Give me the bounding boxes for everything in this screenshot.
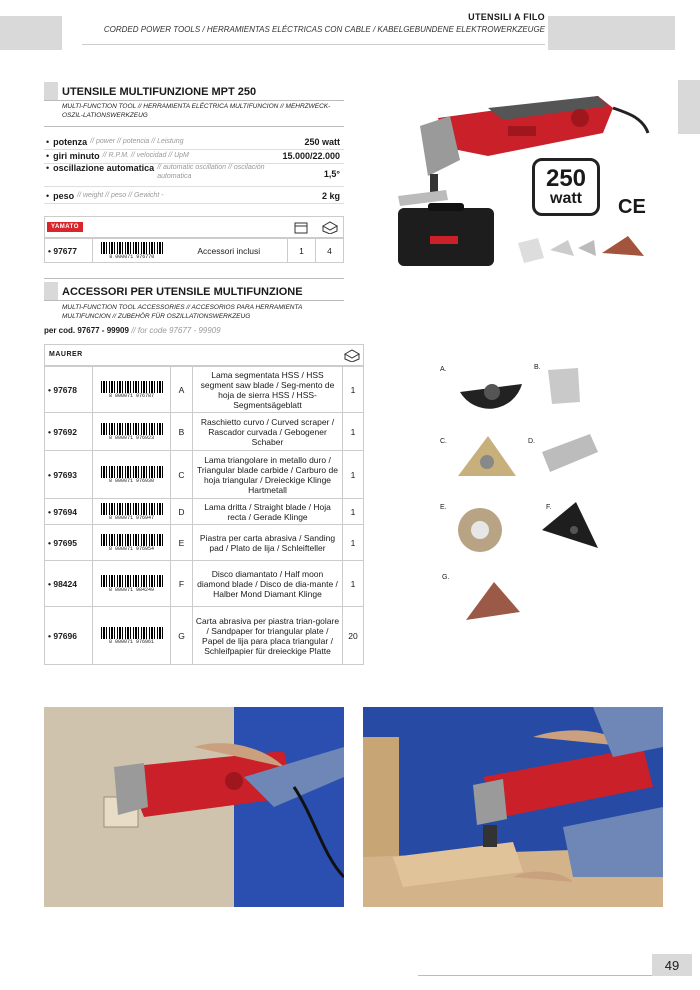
accessory-label-d: D. [528, 438, 535, 445]
for-code: per cod. 97677 - 99909 [44, 326, 129, 335]
accessories-title-rule [44, 300, 344, 301]
accessory-qty: 1 [343, 413, 364, 451]
barcode: 8 000071 976923 [93, 413, 171, 451]
pack-icon [343, 348, 361, 367]
accessory-code: • 98424 [45, 561, 93, 607]
accessory-images [430, 362, 610, 632]
for-code-line [44, 326, 221, 335]
usage-photo-left [44, 707, 344, 907]
pack-icon [321, 220, 339, 239]
brand-logo-maurer: MAURER [49, 351, 83, 358]
accessory-desc: Lama dritta / Straight blade / Hoja recta / Gerade Klinge [193, 499, 343, 525]
accessories-table [44, 366, 364, 665]
accessory-code: • 97695 [45, 525, 93, 561]
accessory-desc: Lama segmentata HSS / HSS segment saw blade / Seg-mento de hoja de sierra HSS / HSS-Segmentsägeblatt [193, 367, 343, 413]
product-subtitle: MULTI-FUNCTION TOOL // HERRAMIENTA ELÉCTRICA MULTIFUNCION // MEHRZWECK-OSZIL-LATIONSWERKZEUG [62, 103, 331, 119]
product-image [368, 78, 658, 278]
accessory-label-b: B. [534, 364, 541, 371]
box-icon [293, 220, 309, 239]
section-marker [44, 82, 58, 100]
accessory-qty: 1 [343, 499, 364, 525]
accessory-code: • 97693 [45, 451, 93, 499]
accessory-desc: Lama triangolare in metallo duro / Triangular blade carbide / Carburo de hoja triangular / Dreieckige Klinge Hartmetall [193, 451, 343, 499]
ce-mark: CE [618, 196, 646, 218]
accessory-qty: 20 [343, 607, 364, 665]
accessory-letter: E [171, 525, 193, 561]
table-row [45, 525, 364, 561]
accessory-label-c: C. [440, 438, 447, 445]
table-row [45, 451, 364, 499]
product-subtitle-rule [44, 126, 344, 127]
spec-row-power: • potenza // power // potencia // Leistung 250 watt [44, 134, 344, 150]
product-title-rule [44, 100, 344, 101]
accessory-code: • 97694 [45, 499, 93, 525]
barcode: 8 000071 976954 [93, 525, 171, 561]
accessory-label-f: F. [546, 504, 552, 511]
barcode: 8 000071 976787 [93, 367, 171, 413]
barcode: 8 000071 976770 [93, 239, 171, 263]
accessory-desc: Disco diamantato / Half moon diamond blade / Disco de dia-mante / Halber Mond Diamant Klinge [193, 561, 343, 607]
header-left-block [0, 16, 62, 50]
accessories-title: ACCESSORI PER UTENSILE MULTIFUNZIONE [62, 286, 303, 298]
accessories-table-header [44, 344, 364, 366]
product-table [44, 238, 344, 263]
product-code: • 97677 [45, 239, 93, 263]
accessory-qty: 1 [343, 525, 364, 561]
accessory-qty: 1 [343, 561, 364, 607]
footer-rule [418, 975, 658, 976]
accessories-subtitle: MULTI-FUNCTION TOOL ACCESSORIES // ACCESORIOS PARA HERRAMIENTA MULTIFUNCION // ZUBEHÖR FÜR OSZILLATIONSWERKZEUG [62, 304, 303, 320]
for-code-translation: // for code 97677 - 99909 [131, 326, 221, 335]
product-note: Accessori inclusi [171, 239, 288, 263]
accessory-code: • 97692 [45, 413, 93, 451]
table-row [45, 239, 344, 263]
accessory-desc: Piastra per carta abrasiva / Sanding pad / Plato de lija / Schleifteller [193, 525, 343, 561]
barcode: 8 000071 976930 [93, 451, 171, 499]
accessory-desc: Carta abrasiva per piastra trian-golare / Sandpaper for triangular plate / Papel de lija para placa triangular / Schleifpapier für dreieckige Platte [193, 607, 343, 665]
header-subtitle: CORDED POWER TOOLS / HERRAMIENTAS ELÉCTRICAS CON CABLE / KABELGEBUNDENE ELEKTROWERKZEUGE [103, 25, 545, 34]
header-divider [82, 44, 545, 45]
accessory-label-e: E. [440, 504, 447, 511]
table-row [45, 367, 364, 413]
accessory-label-g: G. [442, 574, 450, 581]
accessory-label-a: A. [440, 366, 447, 373]
qty-pack: 4 [316, 239, 344, 263]
accessory-qty: 1 [343, 367, 364, 413]
product-table-header [44, 216, 344, 238]
barcode: 8 000071 976947 [93, 499, 171, 525]
product-title: UTENSILE MULTIFUNZIONE MPT 250 [62, 86, 257, 98]
accessory-letter: F [171, 561, 193, 607]
barcode: 8 000071 984249 [93, 561, 171, 607]
side-tab [678, 80, 700, 134]
badge-unit: watt [550, 190, 582, 207]
accessory-letter: C [171, 451, 193, 499]
accessory-letter: G [171, 607, 193, 665]
spec-row-rpm: • giri minuto // R.P.M. // velocidad // UpM 15.000/22.000 [44, 148, 344, 164]
table-row [45, 561, 364, 607]
barcode: 8 000071 976961 [93, 607, 171, 665]
accessory-desc: Raschietto curvo / Curved scraper / Rascador curvada / Gebogener Schaber [193, 413, 343, 451]
accessory-code: • 97696 [45, 607, 93, 665]
accessory-qty: 1 [343, 451, 364, 499]
table-row [45, 499, 364, 525]
page-number: 49 [652, 954, 692, 976]
accessories-top-rule [44, 278, 344, 279]
usage-photo-right [363, 707, 663, 907]
qty-box: 1 [288, 239, 316, 263]
section-marker [44, 282, 58, 300]
spec-row-weight: • peso // weight // peso // Gewicht - 2 kg [44, 188, 344, 204]
header-category: UTENSILI A FILO [468, 12, 545, 22]
brand-logo-yamato: YAMATO [47, 222, 83, 232]
badge-value: 250 [545, 165, 587, 192]
accessory-code: • 97678 [45, 367, 93, 413]
accessory-letter: B [171, 413, 193, 451]
table-row [45, 413, 364, 451]
accessory-letter: D [171, 499, 193, 525]
table-row [45, 607, 364, 665]
power-badge [532, 158, 600, 216]
accessory-letter: A [171, 367, 193, 413]
spec-row-oscillation: • oscillazione automatica // automatic oscillation // oscilación automatica 1,5° [44, 163, 344, 187]
header-right-block [548, 16, 675, 50]
